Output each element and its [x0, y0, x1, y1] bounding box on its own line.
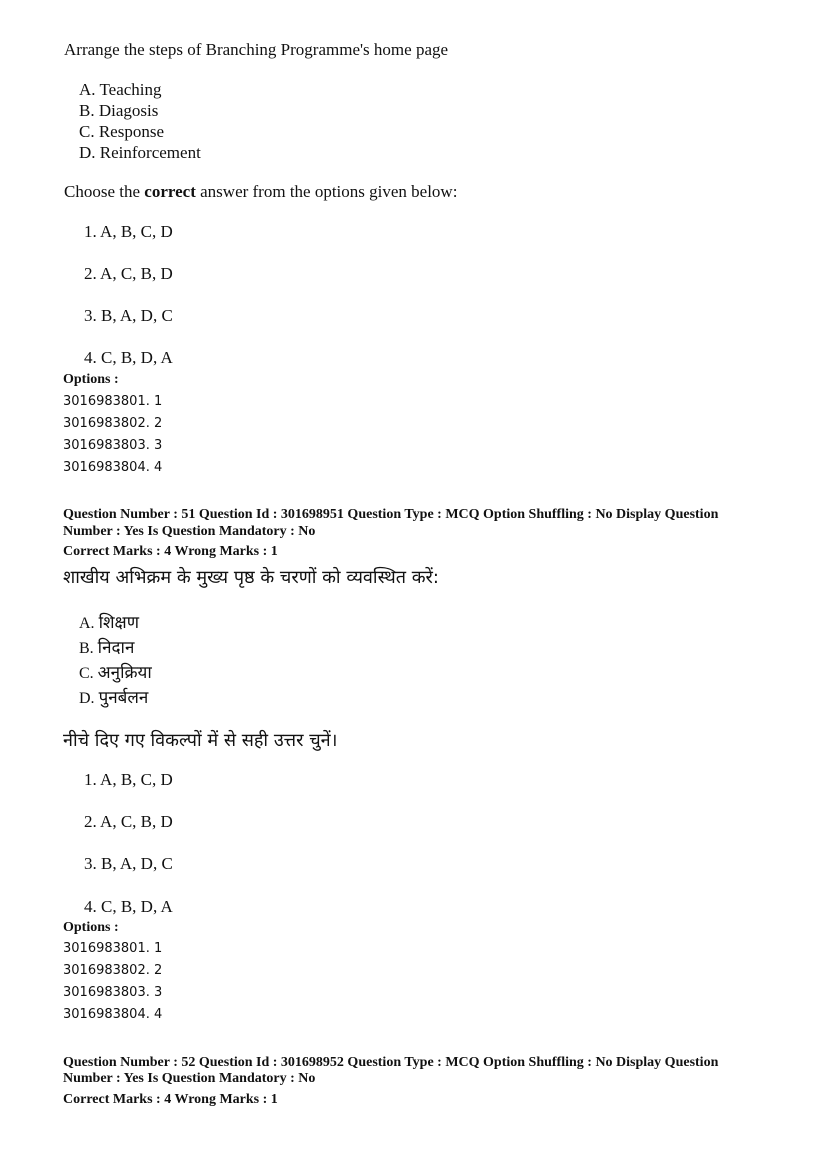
q51-item-d: D. पुनर्बलन — [79, 688, 149, 708]
q50-option-id-2: 3016983802. 2 — [63, 416, 163, 431]
q51-options-label: Options : — [63, 920, 119, 935]
q51-choice-4: 4. C, B, D, A — [84, 897, 173, 916]
q51-choice-2: 2. A, C, B, D — [84, 812, 173, 831]
q50-item-a: A. Teaching — [79, 80, 162, 99]
q51-choice-3: 3. B, A, D, C — [84, 854, 173, 873]
q52-meta-line1: Question Number : 52 Question Id : 301698952 Question Type : MCQ Option Shuffling : No Display Question — [63, 1055, 719, 1070]
q51-option-id-3: 3016983803. 3 — [63, 985, 163, 1000]
q51-option-id-1: 3016983801. 1 — [63, 941, 163, 956]
q51-meta-line1: Question Number : 51 Question Id : 301698951 Question Type : MCQ Option Shuffling : No Display Question — [63, 507, 719, 522]
q51-meta-line2: Number : Yes Is Question Mandatory : No — [63, 524, 316, 539]
q50-prompt: Arrange the steps of Branching Programme's home page — [64, 40, 449, 59]
q51-item-c: C. अनुक्रिया — [79, 663, 152, 683]
q51-choice-1: 1. A, B, C, D — [84, 770, 173, 789]
q50-instruction: Choose the correct answer from the options given below: — [64, 182, 458, 201]
q50-option-id-3: 3016983803. 3 — [63, 438, 163, 453]
q50-option-id-4: 3016983804. 4 — [63, 460, 163, 475]
q51-prompt: शाखीय अभिक्रम के मुख्य पृष्ठ के चरणों को व्यवस्थित करें: — [63, 567, 439, 588]
q50-choice-1: 1. A, B, C, D — [84, 222, 173, 241]
q50-item-d: D. Reinforcement — [79, 143, 201, 162]
q50-item-c: C. Response — [79, 122, 164, 141]
q51-item-a: A. शिक्षण — [79, 613, 140, 633]
q52-meta-line2: Number : Yes Is Question Mandatory : No — [63, 1071, 316, 1086]
q50-choice-2: 2. A, C, B, D — [84, 264, 173, 283]
q51-option-id-2: 3016983802. 2 — [63, 963, 163, 978]
q51-marks: Correct Marks : 4 Wrong Marks : 1 — [63, 544, 278, 559]
q50-choice-4: 4. C, B, D, A — [84, 348, 173, 367]
q51-option-id-4: 3016983804. 4 — [63, 1007, 163, 1022]
q50-option-id-1: 3016983801. 1 — [63, 394, 163, 409]
q51-instruction: नीचे दिए गए विकल्पों में से सही उत्तर चुनें। — [63, 730, 338, 751]
q50-choice-3: 3. B, A, D, C — [84, 306, 173, 325]
q51-item-b: B. निदान — [79, 638, 135, 658]
q52-marks: Correct Marks : 4 Wrong Marks : 1 — [63, 1092, 278, 1107]
q50-options-label: Options : — [63, 372, 119, 387]
q50-item-b: B. Diagosis — [79, 101, 159, 120]
